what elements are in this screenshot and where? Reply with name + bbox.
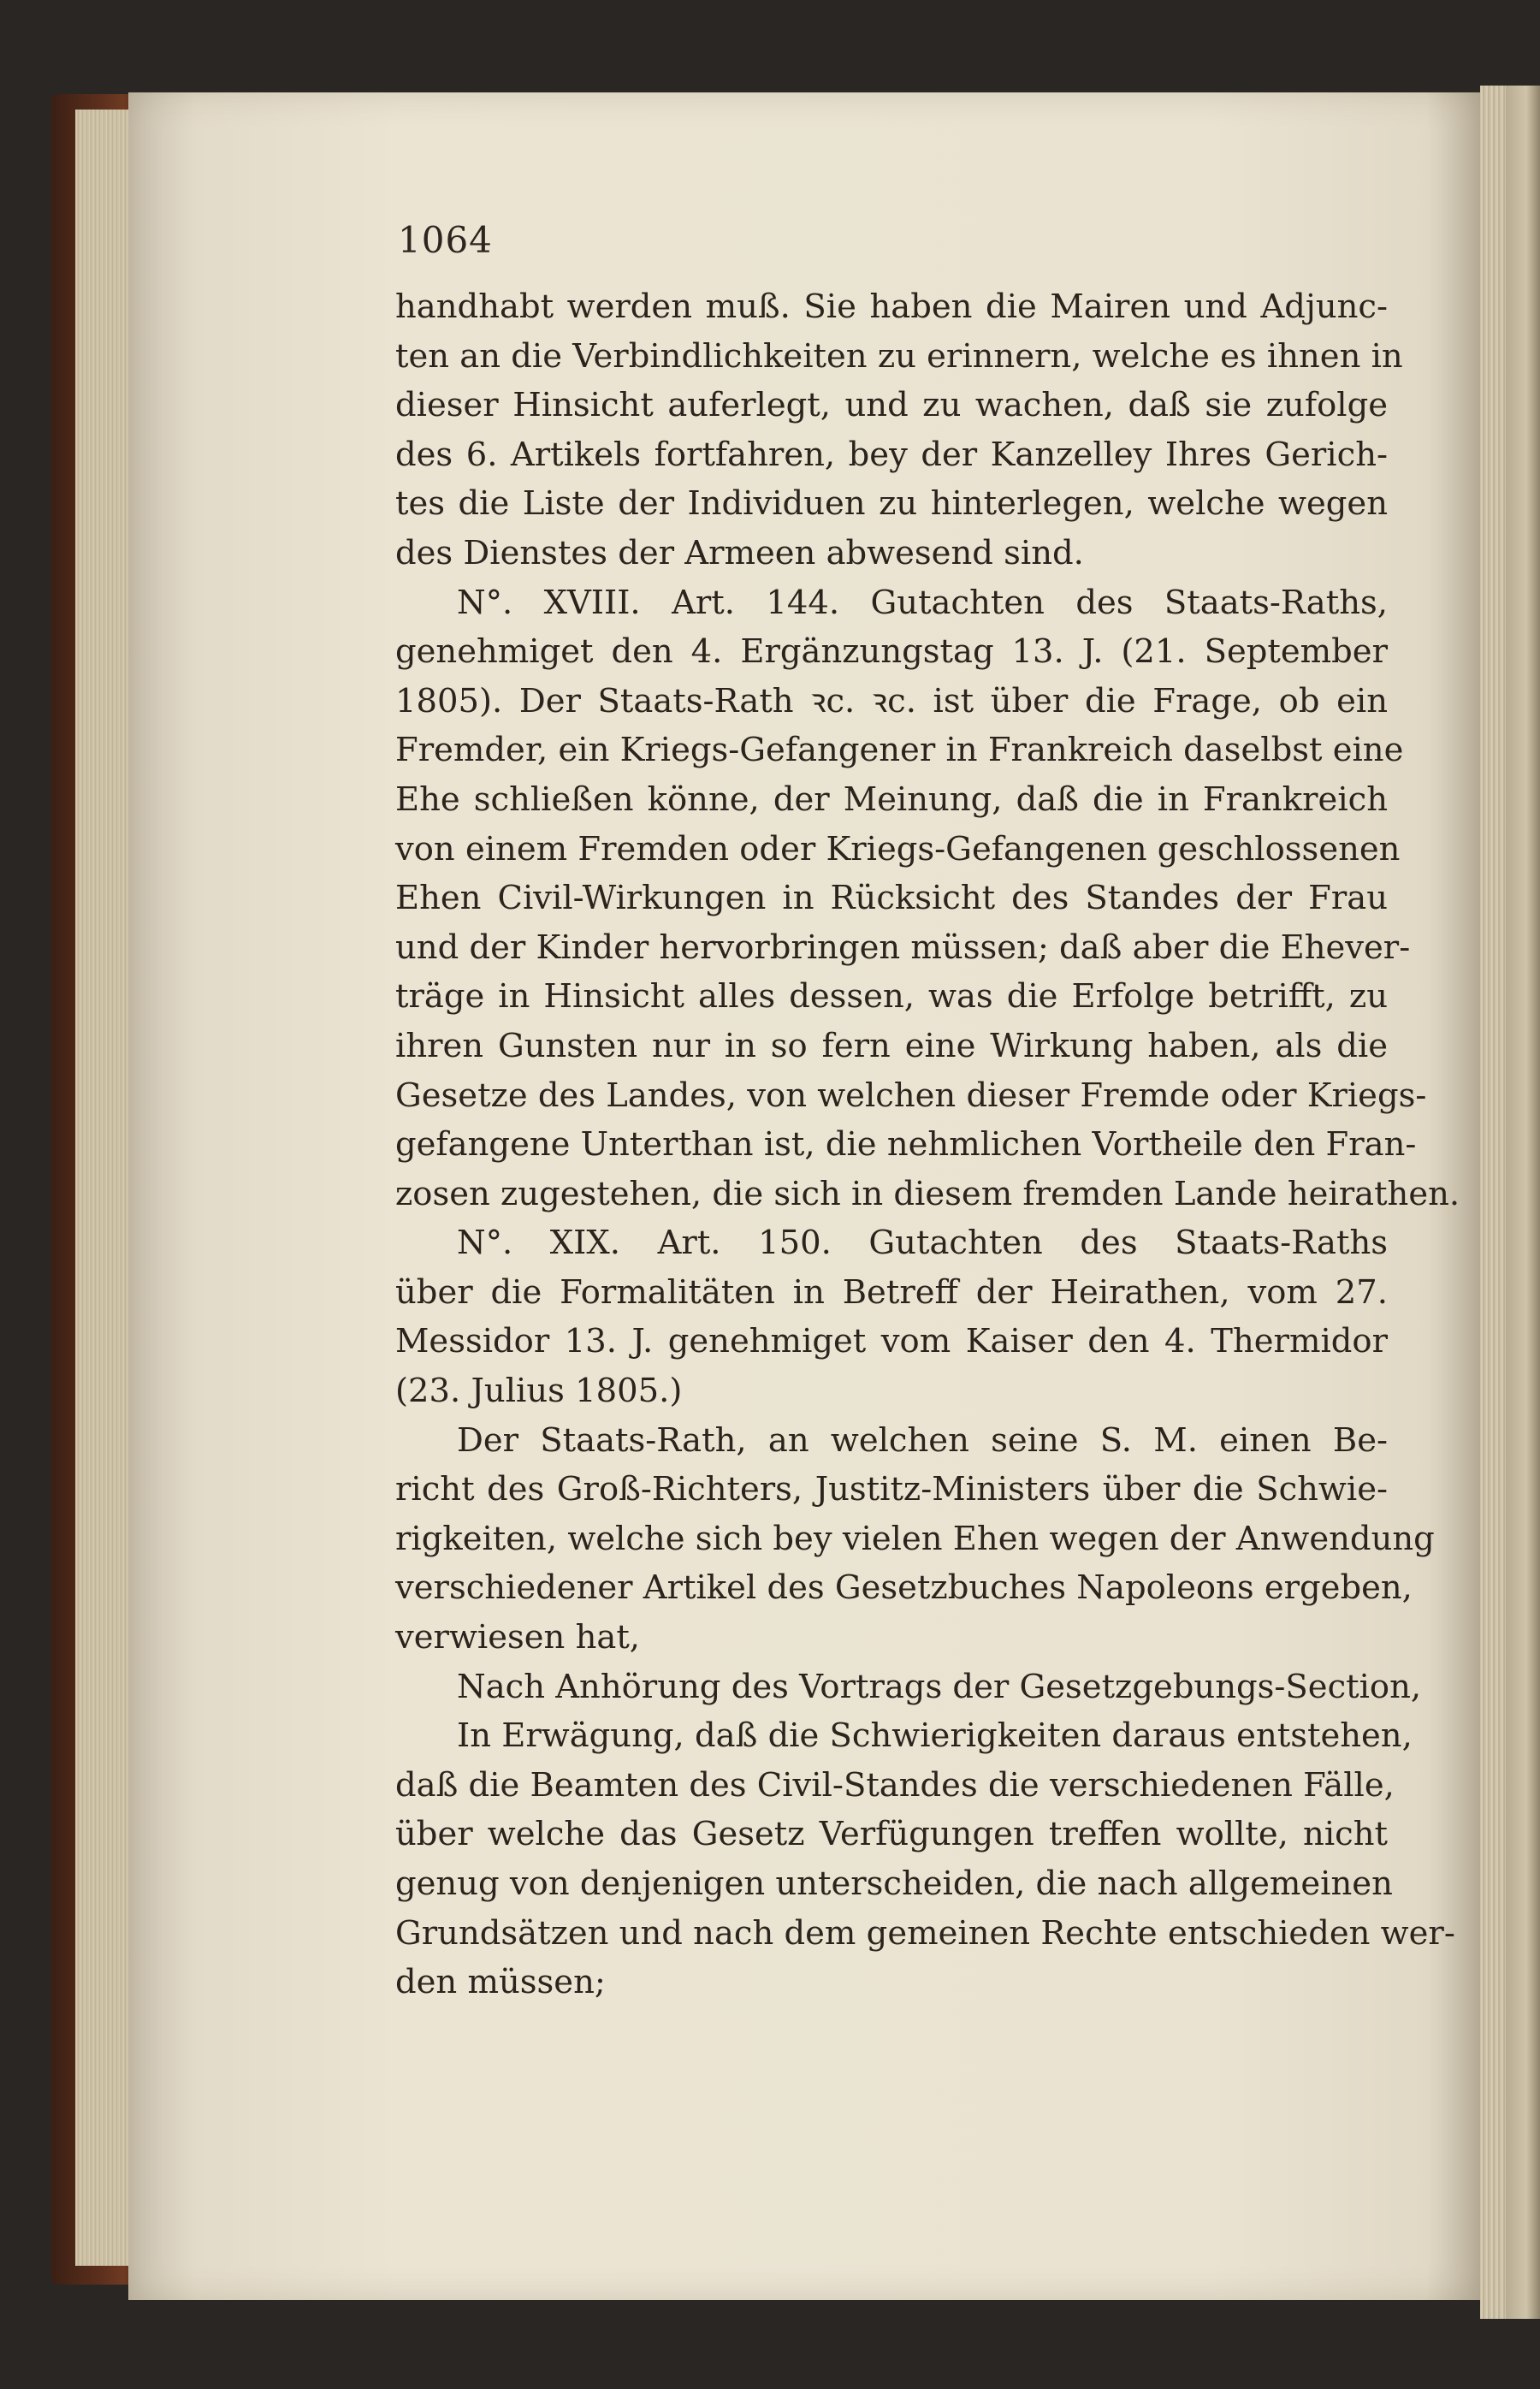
text-line: verschiedener Artikel des Gesetzbuches Napoleons ergeben, [395, 1568, 1413, 1608]
text-line: des Dienstes der Armeen abwesend sind. [395, 533, 1084, 572]
text-line: den müssen; [395, 1963, 606, 2002]
text-line: 1805). Der Staats-Rath ꝛc. ꝛc. ist über die Frage, ob ein [395, 681, 1388, 720]
text-line: des 6. Artikels fortfahren, bey der Kanzelley Ihres Gerich- [395, 435, 1388, 474]
text-line: über welche das Gesetz Verfügungen treffen wollte, nicht [395, 1815, 1388, 1854]
page-text [395, 282, 1460, 2007]
text-line: rigkeiten, welche sich bey vielen Ehen wegen der Anwendung [395, 1519, 1435, 1558]
text-line: und der Kinder hervorbringen müssen; daß aber die Ehever- [395, 928, 1411, 967]
text-line: gefangene Unterthan ist, die nehmlichen Vortheile den Fran- [395, 1125, 1417, 1165]
text-line: Nach Anhörung des Vortrags der Gesetzgebungs-Section, [457, 1667, 1422, 1706]
text-line: genug von denjenigen unterscheiden, die nach allgemeinen [395, 1864, 1393, 1903]
text-line: ten an die Verbindlichkeiten zu erinnern, welche es ihnen in [395, 336, 1403, 376]
page-number: 1064 [398, 219, 493, 261]
text-line: genehmiget den 4. Ergänzungstag 13. J. (21. September [395, 632, 1388, 672]
text-line: dieser Hinsicht auferlegt, und zu wachen, daß sie zufolge [395, 386, 1388, 425]
page-stack-edge [75, 110, 135, 2266]
text-line: über die Formalitäten in Betreff der Heirathen, vom 27. [395, 1272, 1388, 1312]
text-line: In Erwägung, daß die Schwierigkeiten daraus entstehen, [457, 1716, 1413, 1756]
text-line: ihren Gunsten nur in so fern eine Wirkung haben, als die [395, 1026, 1388, 1065]
text-line: daß die Beamten des Civil-Standes die verschiedenen Fälle, [395, 1765, 1395, 1805]
text-line: Grundsätzen und nach dem gemeinen Rechte entschieden wer- [395, 1913, 1455, 1953]
text-line: Ehe schließen könne, der Meinung, daß die in Frankreich [395, 780, 1388, 819]
text-line: träge in Hinsicht alles dessen, was die Erfolge betrifft, zu [395, 977, 1388, 1017]
text-line: Der Staats-Rath, an welchen seine S. M. einen Be- [457, 1420, 1388, 1460]
text-line: verwiesen hat, [395, 1618, 641, 1657]
right-cover-edge [1506, 86, 1540, 2319]
text-line: zosen zugestehen, die sich in diesem fremden Lande heirathen. [395, 1174, 1460, 1213]
text-line: von einem Fremden oder Kriegs-Gefangenen geschlossenen [395, 829, 1401, 868]
text-line: (23. Julius 1805.) [395, 1372, 683, 1411]
text-line: Messidor 13. J. genehmiget vom Kaiser den 4. Thermidor [395, 1322, 1388, 1361]
text-line: tes die Liste der Individuen zu hinterlegen, welche wegen [395, 484, 1388, 524]
text-line: Fremder, ein Kriegs-Gefangener in Frankreich daselbst eine [395, 731, 1404, 770]
text-line: richt des Groß-Richters, Justitz-Ministers über die Schwie- [395, 1470, 1388, 1509]
section-heading-xviii: N°. XVIII. Art. 144. Gutachten des Staats-Raths, [457, 583, 1388, 622]
text-line: Gesetze des Landes, von welchen dieser Fremde oder Kriegs- [395, 1076, 1427, 1115]
text-line: handhabt werden muß. Sie haben die Mairen und Adjunc- [395, 288, 1388, 326]
section-heading-xix: N°. XIX. Art. 150. Gutachten des Staats-Raths [457, 1224, 1388, 1263]
text-line: Ehen Civil-Wirkungen in Rücksicht des Standes der Frau [395, 879, 1388, 918]
